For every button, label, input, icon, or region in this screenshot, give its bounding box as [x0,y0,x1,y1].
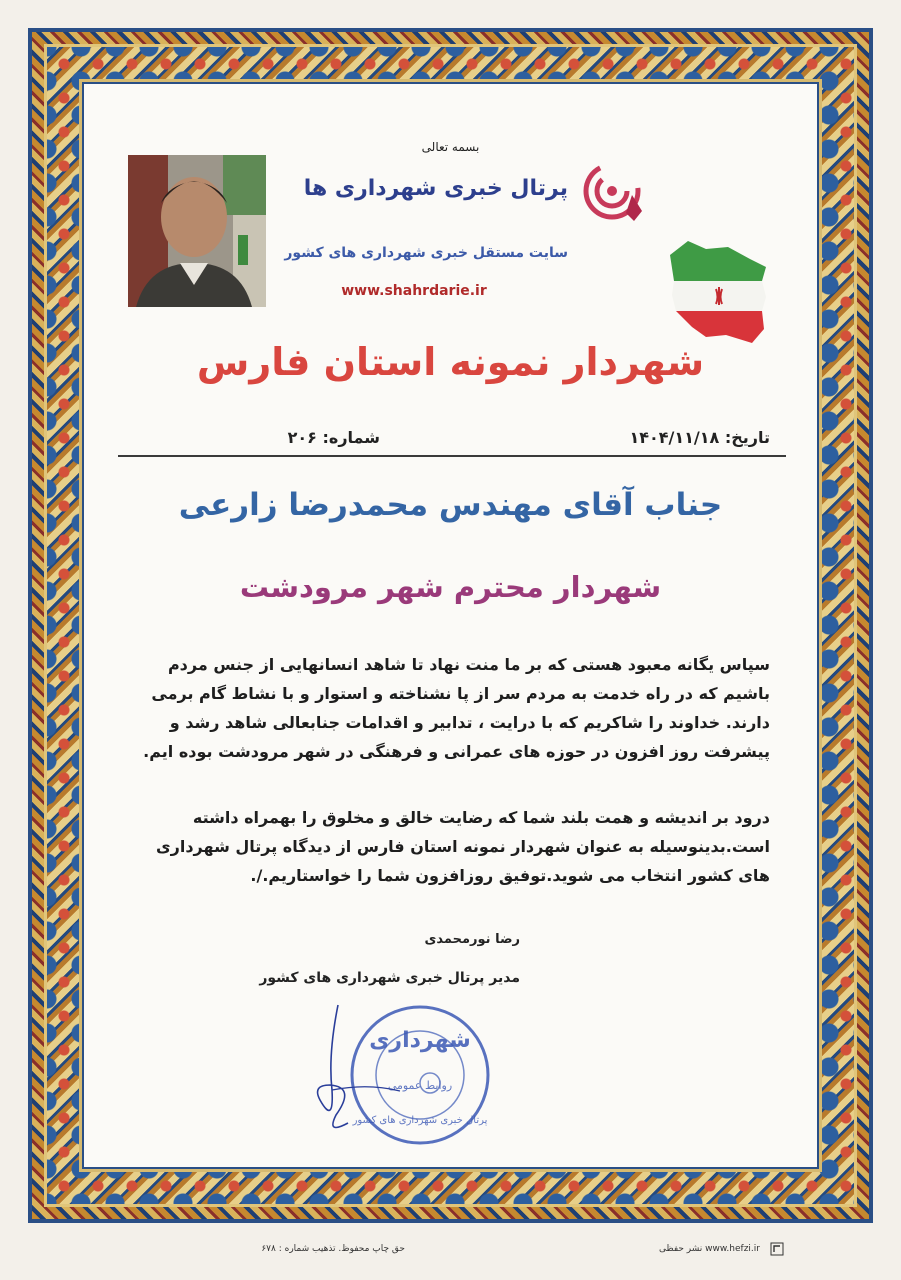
certificate-date: تاریخ: ۱۴۰۴/۱۱/۱۸ [629,428,770,447]
body-line: سپاس یگانه معبود هستی که بر ما منت نهاد تا شاهد انسانهایی از جنس مردم [167,655,770,674]
official-stamp-icon [308,995,498,1165]
recipient-name: جناب آقای مهندس محمدرضا زارعی [178,487,723,523]
body-line: پیشرفت روز افزون در حوزه های عمرانی و فرهنگی در شهر مرودشت بوده ایم. [143,742,770,761]
body-line: درود بر اندیشه و همت بلند شما که رضایت خالق و مخلوق را بهمراه داشته [192,808,770,827]
body-paragraph-1 [140,650,770,766]
body-line: دارند. خداوند را شاکریم که با درایت ، تدابیر و اقدامات جنابعالی شاهد رشد و [169,713,770,732]
body-line: های کشور انتخاب می شوید.توفیق روزافزون شما را خواستاریم./. [250,866,770,885]
portal-subtitle: سایت مستقل خبری شهرداری های کشور [284,245,568,261]
footer-publisher: www.hefzi.ir نشر حفظی [658,1244,760,1254]
body-line: است.بدینوسیله به عنوان شهردار نمونه استان فارس از دیدگاه پرتال شهرداری [155,837,770,856]
portal-url: www.shahrdarie.ir [341,283,487,299]
stamp-title: شهرداری [369,1028,471,1053]
body-line: باشیم که در راه خدمت به مردم سر از پا نشناخته و استوار و با نشاط گام برمی [151,684,770,703]
signer-title: مدیر پرتال خبری شهرداری های کشور [259,970,520,986]
recipient-photo [128,155,266,307]
header-divider [118,455,786,457]
stamp-ring-text: پرتال خبری شهرداری های کشور [352,1115,488,1126]
bismillah-text: بسمه تعالی [421,140,480,154]
certificate-title: شهردار نمونه استان فارس [196,340,705,384]
body-paragraph-2 [140,803,770,890]
certificate-number: شماره: ۲۰۶ [287,428,380,447]
hefzi-logo-icon [770,1241,784,1255]
portal-name: پرتال خبری شهرداری ها [303,176,568,201]
portal-logo-icon [576,155,648,227]
iran-map-flag-icon [666,237,772,347]
footer-copyright: حق چاپ محفوظ. تذهیب شماره : ۶۷۸ [261,1244,405,1254]
signer-name: رضا نورمحمدی [424,932,520,947]
stamp-middle-text: روابط عمومی [387,1079,453,1092]
recipient-position: شهردار محترم شهر مرودشت [239,570,662,604]
